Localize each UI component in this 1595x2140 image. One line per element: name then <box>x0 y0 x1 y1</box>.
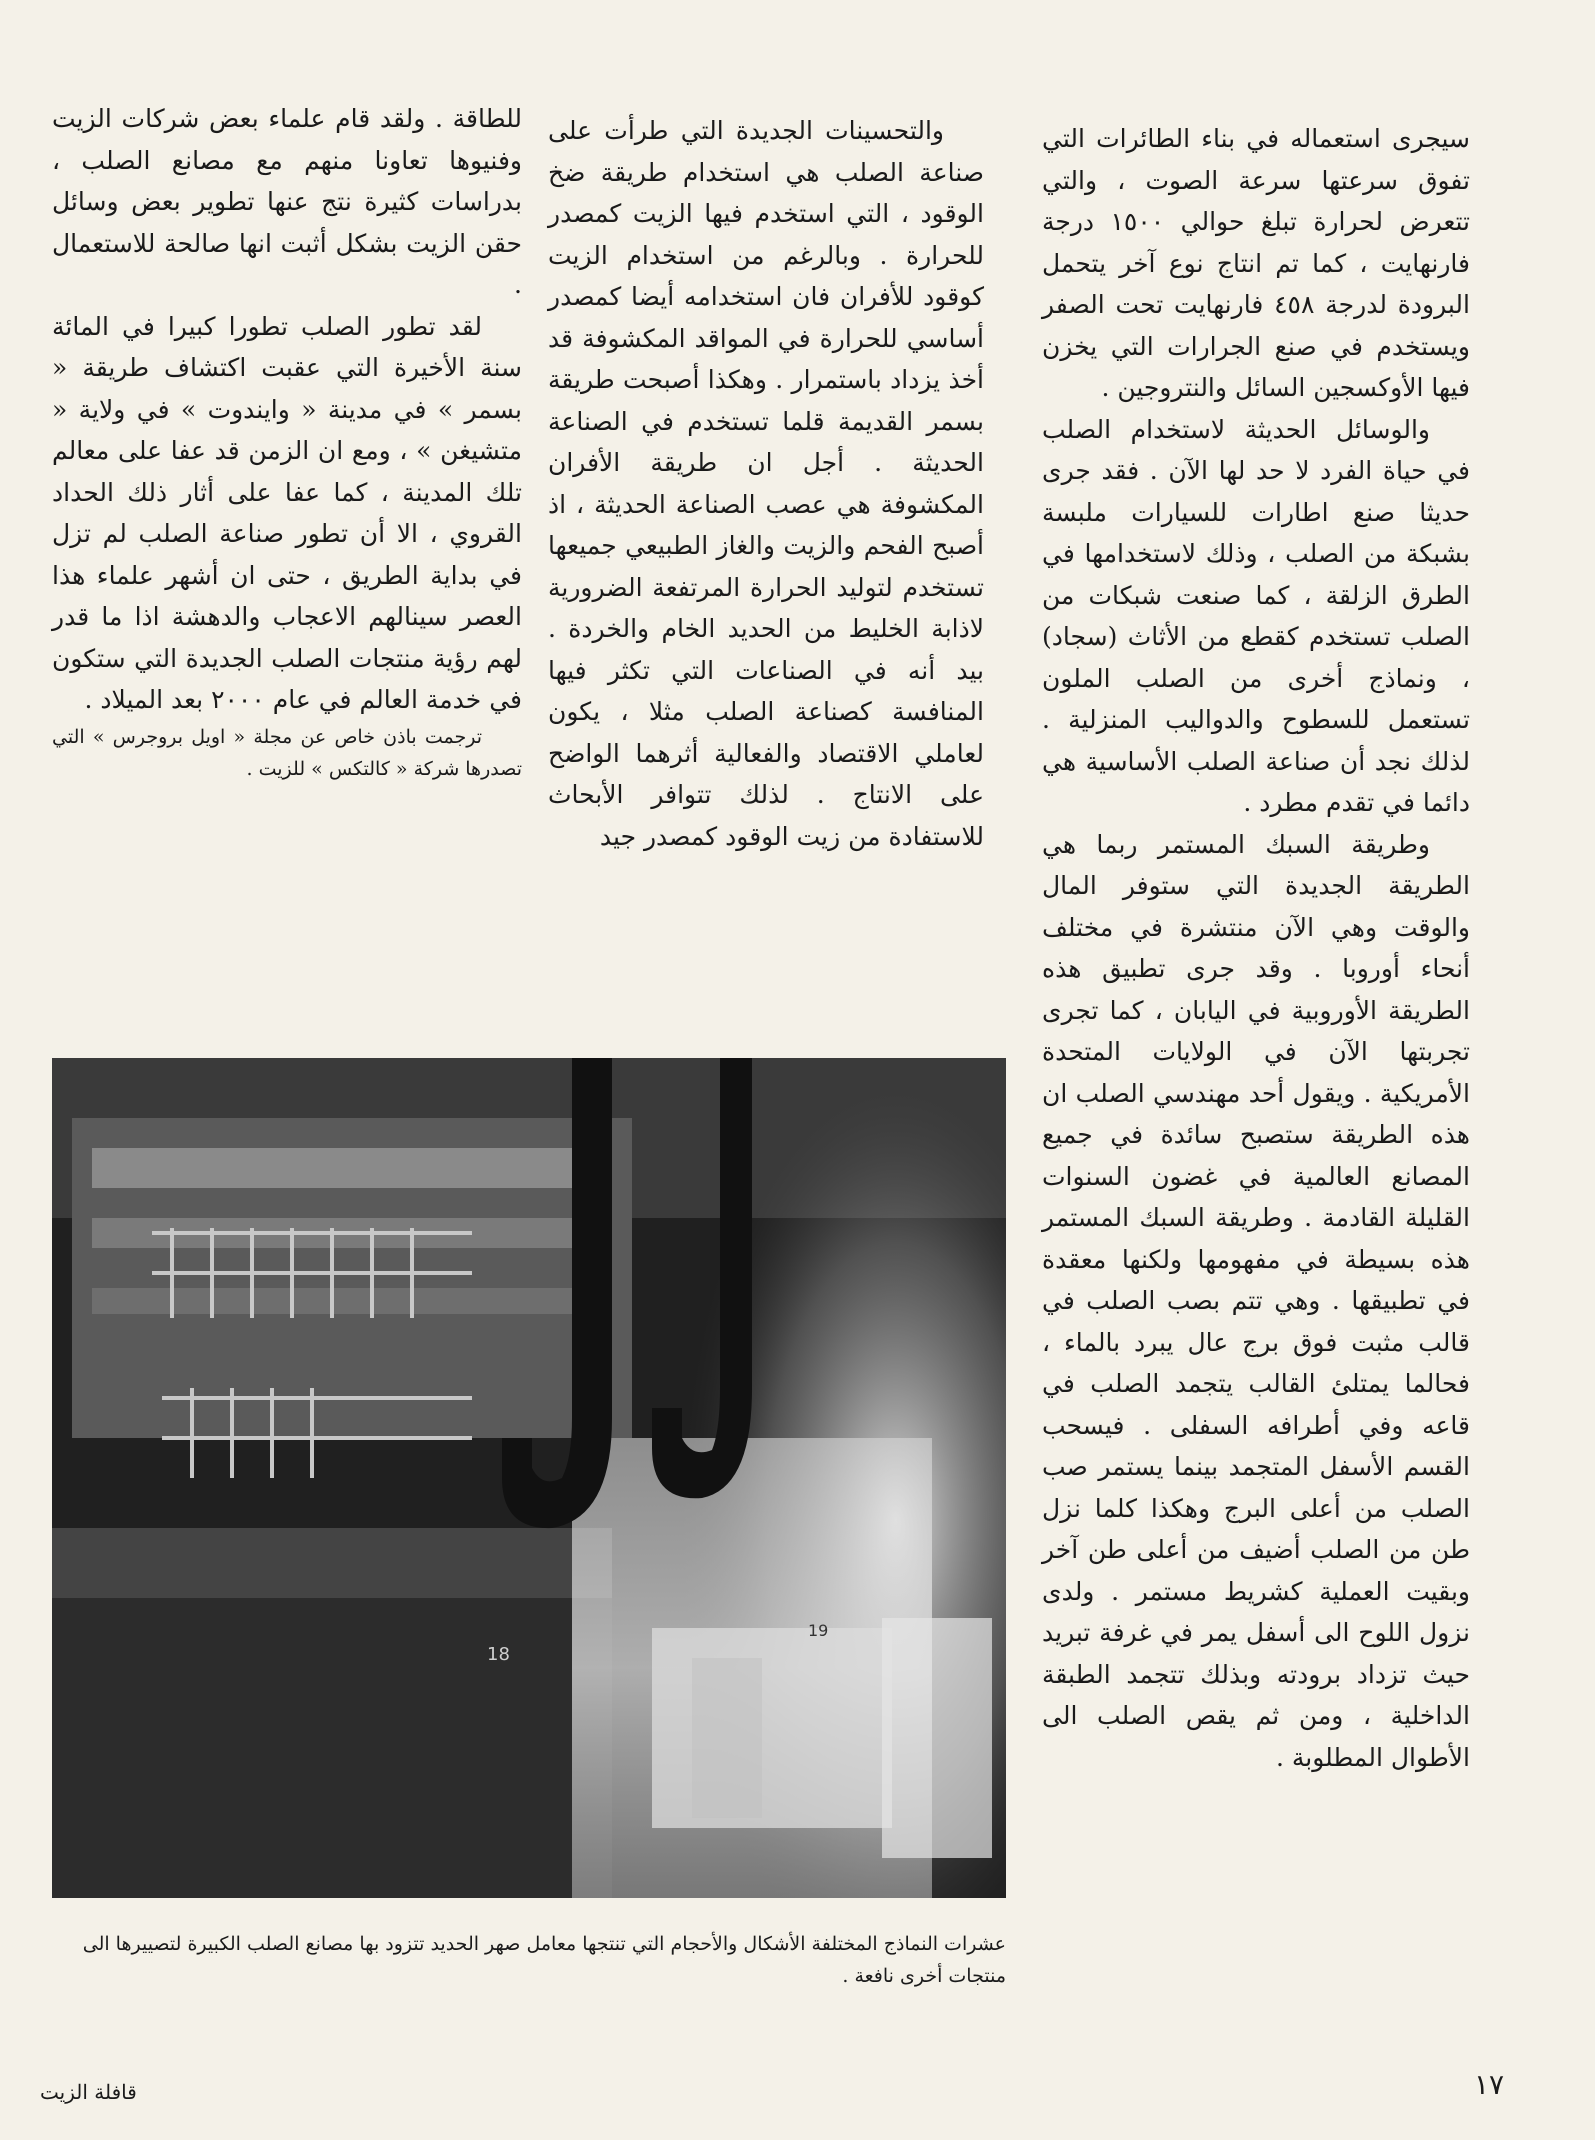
paragraph: والتحسينات الجديدة التي طرأت على صناعة الصلب هي استخدام طريقة ضخ الوقود ، التي استخدم فيها الزيت كمصدر للحرارة . وبالرغم من استخدام الزيت كوقود للأفران فان استخدامه أيضا كمصدر أساسي للحرارة في المواقد المكشوفة قد أخذ يزداد باستمرار . وهكذا أصبحت طريقة بسمر القديمة قلما تستخدم في الصناعة الحديثة . أجل ان طريقة الأفران المكشوفة هي عصب الصناعة الحديثة ، اذ أصبح الفحم والزيت والغاز الطبيعي جميعها تستخدم لتوليد الحرارة المرتفعة الضرورية لاذابة الخليط من الحديد الخام والخردة . بيد أنه في الصناعات التي تكثر فيها المنافسة كصناعة الصلب مثلا ، يكون لعاملي الاقتصاد والفعالية أثرهما الواضح على الانتاج . لذلك تتوافر الأبحاث للاستفادة من زيت الوقود كمصدر جيد <box>548 116 984 851</box>
paragraph: لقد تطور الصلب تطورا كبيرا في المائة سنة الأخيرة التي عقبت اكتشاف طريقة « بسمر » في مدينة « وايندوت » في ولاية « متشيغن » ، ومع ان الزمن قد عفا على معالم تلك المدينة ، كما عفا على أثار ذلك الحداد القروي ، الا أن تطور صناعة الصلب لم تزل في بداية الطريق ، حتى ان أشهر علماء هذا العصر سينالهم الاعجاب والدهشة اذا ما قدر لهم رؤية منتجات الصلب الجديدة التي ستكون في خدمة العالم في عام ٢٠٠٠ بعد الميلاد . <box>52 311 522 714</box>
article-column-left <box>52 98 522 785</box>
translation-note: ترجمت باذن خاص عن مجلة « اويل بروجرس » التي تصدرها شركة « كالتكس » للزيت . <box>52 725 522 780</box>
photo-caption: عشرات النماذج المختلفة الأشكال والأحجام التي تنتجها معامل صهر الحديد تتزود بها مصانع الصلب الكبيرة لتصييرها الى منتجات أخرى نافعة . <box>82 1933 1006 1987</box>
paragraph: للطاقة . ولقد قام علماء بعض شركات الزيت وفنيوها تعاونا منهم مع مصانع الصلب ، بدراسات كثيرة نتج عنها تطوير بعض وسائل حقن الزيت بشكل أثبت انها صالحة للاستعمال . <box>52 104 522 299</box>
steel-mill-photo <box>52 1058 1006 1898</box>
mold-marking-left: 18 <box>487 1644 510 1665</box>
paragraph: وطريقة السبك المستمر ربما هي الطريقة الجديدة التي ستوفر المال والوقت وهي الآن منتشرة في مختلف أنحاء أوروبا . وقد جرى تطبيق هذه الطريقة الأوروبية في اليابان ، كما تجرى تجربتها الآن في الولايات المتحدة الأمريكية . ويقول أحد مهندسي الصلب ان هذه الطريقة ستصبح سائدة في جميع المصانع العالمية في غضون السنوات القليلة القادمة . وطريقة السبك المستمر هذه بسيطة في مفهومها ولكنها معقدة في تطبيقها . وهي تتم بصب الصلب في قالب مثبت فوق برج عال يبرد بالماء ، فحالما يمتلئ القالب يتجمد الصلب في قاعه وفي أطرافه السفلى . فيسحب القسم الأسفل المتجمد بينما يستمر صب الصلب من أعلى البرج وهكذا كلما نزل طن من الصلب أضيف من أعلى طن آخر وبقيت العملية كشريط مستمر . ولدى نزول اللوح الى أسفل يمر في غرفة تبريد حيث تزداد برودته وبذلك تتجمد الطبقة الداخلية ، ومن ثم يقص الصلب الى الأطوال المطلوبة . <box>1042 829 1470 1772</box>
page-number: ١٧ <box>1474 2068 1505 2101</box>
magazine-name: قافلة الزيت <box>40 2080 137 2104</box>
article-column-middle <box>548 110 984 857</box>
paragraph: سيجرى استعماله في بناء الطائرات التي تفوق سرعتها سرعة الصوت ، والتي تتعرض لحرارة تبلغ حوالي ١٥٠٠ درجة فارنهايت ، كما تم انتاج نوع آخر يتحمل البرودة لدرجة ٤٥٨ فارنهايت تحت الصفر ويستخدم في صنع الجرارات التي يخزن فيها الأوكسجين السائل والنتروجين . <box>1042 124 1471 402</box>
paragraph: والوسائل الحديثة لاستخدام الصلب في حياة الفرد لا حد لها الآن . فقد جرى حديثا صنع اطارات للسيارات ملبسة بشبكة من الصلب ، وذلك لاستخدامها في الطرق الزلقة ، كما صنعت شبكات من الصلب تستخدم كقطع من الأثاث (سجاد) ، ونماذج أخرى من الصلب الملون تستعمل للسطوح والدواليب المنزلية . لذلك نجد أن صناعة الصلب الأساسية هي دائما في تقدم مطرد . <box>1042 414 1470 817</box>
article-column-right <box>1042 118 1470 1778</box>
mold-marking-right: 19 <box>808 1621 829 1640</box>
